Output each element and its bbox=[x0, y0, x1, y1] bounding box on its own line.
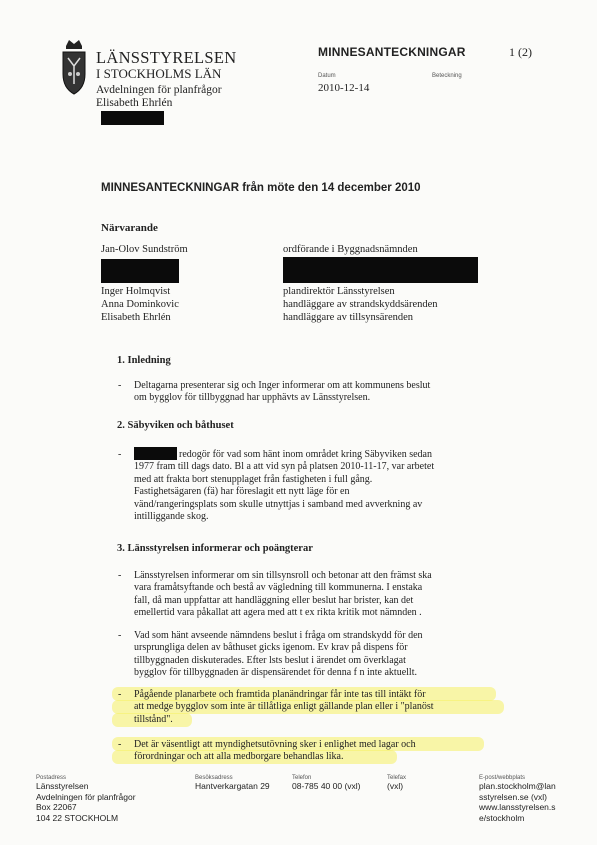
list-item bbox=[134, 689, 434, 726]
footer-visit bbox=[195, 775, 270, 792]
text-line: redogör för vad som hänt inom området kring Säbyviken sedan bbox=[179, 449, 432, 460]
document-type: MINNESANTECKNINGAR bbox=[318, 45, 466, 59]
text-line: emellertid vara påkallat att agera med att t ex rikta kritik mot nämnden . bbox=[134, 607, 422, 619]
attendee-role: handläggare av tillsynsärenden bbox=[283, 312, 414, 323]
footer-line: Hantverkargatan 29 bbox=[195, 781, 270, 791]
redaction-block bbox=[283, 257, 478, 272]
footer-line: www.lansstyrelsen.s bbox=[479, 802, 556, 812]
redaction-block bbox=[101, 272, 179, 283]
date-label: Datum bbox=[318, 73, 336, 79]
footer-line: Box 22067 bbox=[36, 802, 77, 812]
text-line: fall, då man uppfattar att handläggning eller beslut har brister, kan det bbox=[134, 594, 414, 606]
text-line: med att frakta bort stenupplaget från fastigheten i full gång. bbox=[134, 473, 373, 485]
section-title: 2. Säbyviken och båthuset bbox=[117, 420, 234, 431]
footer-line: Avdelningen för planfrågor bbox=[36, 791, 136, 802]
text-line: Pågående planarbete och framtida planändringar får inte tas till intäkt för bbox=[134, 689, 426, 700]
list-dash: - bbox=[118, 570, 122, 581]
main-heading: MINNESANTECKNINGAR från möte den 14 december 2010 bbox=[101, 182, 421, 194]
list-dash: - bbox=[118, 380, 122, 391]
section-title: 3. Länsstyrelsen informerar och poängterar bbox=[117, 543, 313, 554]
text-line: vara framåtsyftande och bestå av vägledning till kommunerna. I enstaka bbox=[134, 582, 423, 594]
footer-label: Postadress bbox=[36, 775, 67, 781]
footer-postal bbox=[36, 775, 136, 823]
org-name-line2: I STOCKHOLMS LÄN bbox=[96, 66, 222, 81]
text-line: tillstånd". bbox=[134, 713, 173, 725]
text-line: ursprungliga delen av båthuset gicks igenom. Ev krav på dispens för bbox=[134, 642, 408, 654]
footer-label: Telefon bbox=[292, 775, 312, 781]
text-line: 1977 fram till dags dato. Bl a att vid syn på platsen 2010-11-17, var arbetet bbox=[134, 461, 435, 473]
attendee-name: Anna Dominkovic bbox=[101, 299, 179, 310]
footer-label: Besöksadress bbox=[195, 775, 233, 781]
department-name: Avdelningen för planfrågor bbox=[96, 84, 222, 96]
text-line: tillbyggnaden diskuterades. Efter lsts beslut i ärendet om överklagat bbox=[134, 654, 406, 666]
text-line: om bygglov för tillbyggnad har upphävts av Länsstyrelsen. bbox=[134, 392, 371, 404]
footer-line: 104 22 STOCKHOLM bbox=[36, 812, 119, 823]
footer-line: 08-785 40 00 (vxl) bbox=[292, 781, 361, 791]
footer-line: plan.stockholm@lan bbox=[479, 781, 556, 791]
attendee-role: plandirektör Länsstyrelsen bbox=[283, 286, 395, 297]
list-item bbox=[134, 449, 434, 523]
attendee-role: ordförande i Byggnadsnämnden bbox=[283, 244, 418, 255]
footer-fax bbox=[387, 775, 406, 792]
redaction-block bbox=[101, 259, 179, 272]
page-number: 1 (2) bbox=[509, 45, 532, 59]
footer-label: E-post/webbplats bbox=[479, 775, 526, 781]
attendee-name: Inger Holmqvist bbox=[101, 286, 171, 297]
text-line: förordningar och att alla medborgare behandlas lika. bbox=[134, 751, 344, 763]
text-line: att medge bygglov som inte är tillåtliga enligt gällande plan eller i "planöst bbox=[134, 701, 434, 713]
list-item bbox=[134, 739, 416, 764]
footer-phone bbox=[292, 775, 361, 792]
footer-line: (vxl) bbox=[387, 781, 404, 791]
coat-of-arms-icon bbox=[60, 36, 88, 98]
attendee-name: Elisabeth Ehrlén bbox=[101, 312, 171, 323]
present-heading: Närvarande bbox=[101, 222, 158, 234]
text-line: Vad som hänt avseende nämndens beslut i fråga om strandskydd för den bbox=[134, 630, 423, 641]
list-dash: - bbox=[118, 689, 122, 700]
reference-label: Beteckning bbox=[432, 73, 462, 79]
attendee-role: handläggare av strandskyddsärenden bbox=[283, 299, 438, 310]
footer-line: e/stockholm bbox=[479, 812, 525, 823]
footer-line: sstyrelsen.se (vxl) bbox=[479, 791, 548, 802]
attendee-name: Jan-Olov Sundström bbox=[101, 244, 188, 255]
text-line: bygglov för tillbyggnaden är dispensärendet för denna f n inte aktuellt. bbox=[134, 667, 417, 679]
text-line: vänd/rangeringsplats som skulle utnyttjas i samband med avverkning av bbox=[134, 498, 423, 510]
redaction-block bbox=[101, 111, 164, 125]
text-line: Deltagarna presenterar sig och Inger informerar om att kommunens beslut bbox=[134, 380, 431, 391]
list-item bbox=[134, 380, 430, 405]
document-date: 2010-12-14 bbox=[318, 82, 370, 94]
list-dash: - bbox=[118, 739, 122, 750]
footer-label: Telefax bbox=[387, 775, 407, 781]
text-line: intilliggande skog. bbox=[134, 511, 209, 523]
footer-line: Länsstyrelsen bbox=[36, 781, 89, 791]
text-line: Det är väsentligt att myndighetsutövning sker i enlighet med lagar och bbox=[134, 739, 416, 750]
list-dash: - bbox=[118, 449, 122, 460]
list-item bbox=[134, 570, 432, 620]
author-name: Elisabeth Ehrlén bbox=[96, 97, 173, 109]
text-line: Länsstyrelsen informerar om sin tillsynsroll och betonar att den främst ska bbox=[134, 570, 432, 581]
list-item bbox=[134, 630, 423, 680]
text-line: Fastighetsägaren (fä) har föreslagit ett nytt läge för en bbox=[134, 486, 350, 498]
section-title: 1. Inledning bbox=[117, 355, 171, 366]
redaction-block bbox=[283, 272, 478, 283]
list-dash: - bbox=[118, 630, 122, 641]
org-name-line1: LÄNSSTYRELSEN bbox=[96, 48, 237, 67]
footer-web bbox=[479, 775, 556, 823]
